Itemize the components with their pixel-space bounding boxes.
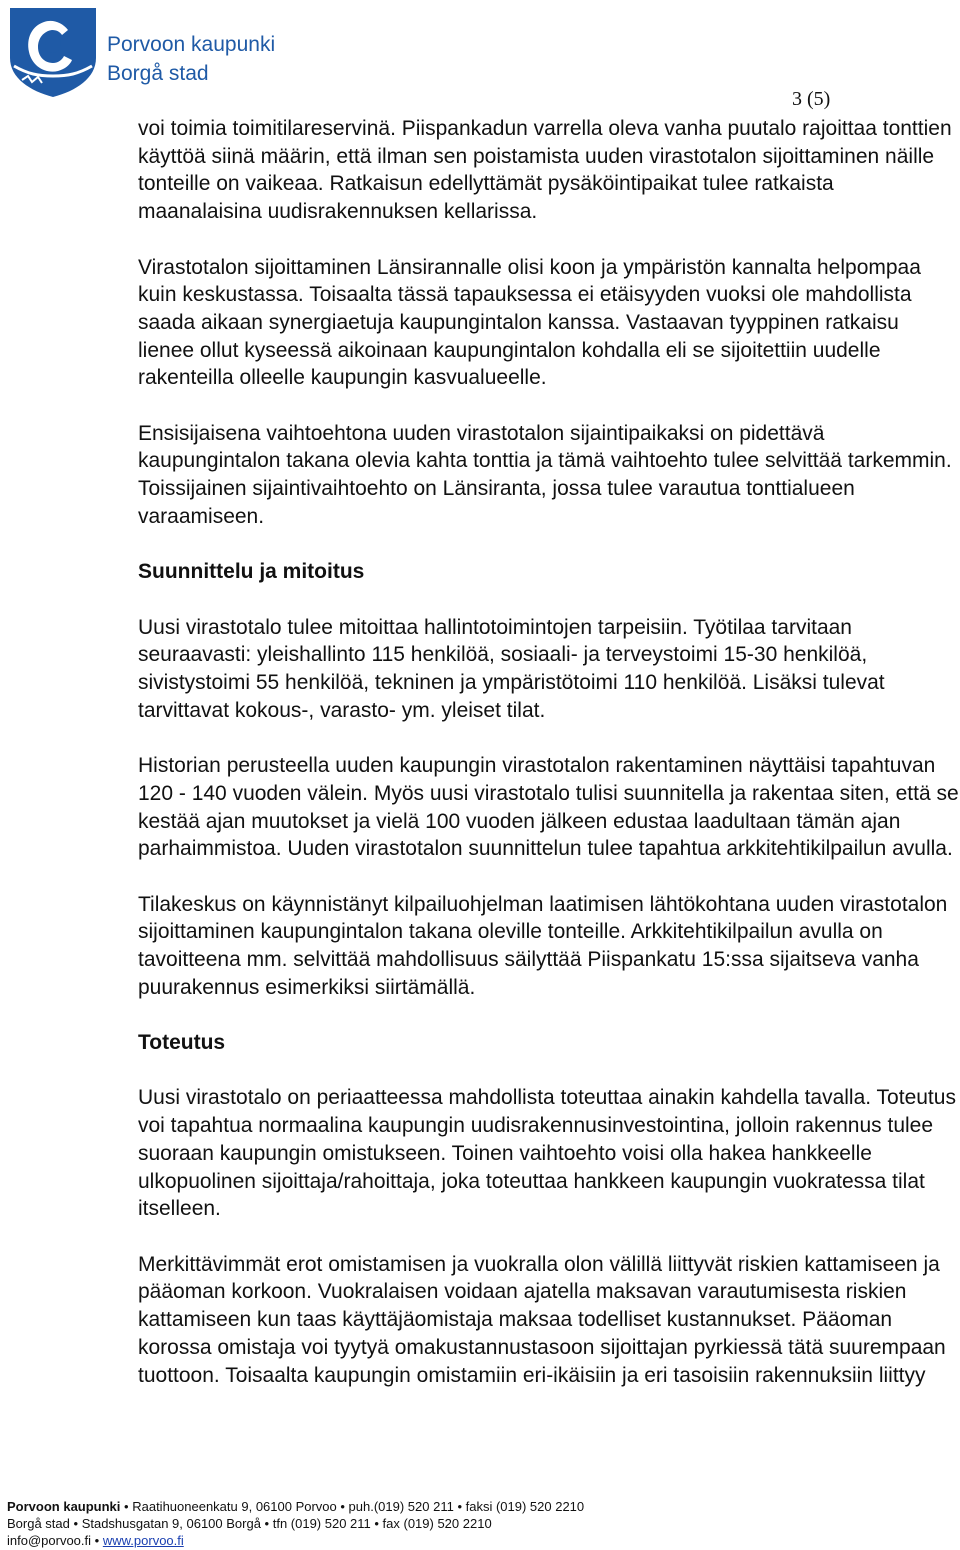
footer-email: info@porvoo.fi [7, 1533, 92, 1548]
website-link[interactable]: www.porvoo.fi [102, 1533, 184, 1548]
paragraph: Ensisijaisena vaihtoehtona uuden virastotalon sijaintipaikaksi on pidettävä kaupungintalon takana olevia kahta tonttia ja tämä vaihtoehto tulee selvittää tarkemmin. Toissijainen sijaintivaihtoehto on Länsiranta, jossa tulee varautua tonttialueen varaamiseen. [138, 421, 952, 528]
footer-line-swedish [7, 1515, 584, 1532]
paragraph: Uusi virastotalo tulee mitoittaa hallintotoimintojen tarpeisiin. Työtilaa tarvitaan seuraavasti: yleishallinto 115 henkilöä, sosiaali- ja terveystoimi 15-30 henkilöä, sivistystoimi 55 henkilöä, tekninen ja ympäristötoimi 110 henkilöä. Lisäksi tulevat tarvittavat kokous-, varasto- ym. yleiset tilat. [138, 615, 885, 722]
footer-org-swedish: Borgå stad [7, 1516, 70, 1531]
paragraph: Tilakeskus on käynnistänyt kilpailuohjelman laatimisen lähtökohtana uuden virastotalon sijoittaminen kaupungintalon takana oleville tonteille. Arkkitehtikilpailun avulla on tavoitteena mm. selvittää mahdollisuus säilyttää Piispankatu 15:ssa sijaitseva vanha puurakennus esimerkiksi siirtämällä. [138, 892, 948, 999]
footer-separator: • [94, 1533, 100, 1548]
footer-details-finnish: Raatihuoneenkatu 9, 06100 Porvoo • puh.(019) 520 211 • faksi (019) 520 2210 [132, 1499, 585, 1514]
paragraph: Merkittävimmät erot omistamisen ja vuokralla olon välillä liittyvät riskien kattamiseen ja pääoman korkoon. Vuokralaisen voidaan ajatella maksavan varautumisesta riskien kattamiseen kun taas käyttäjäomistaja maksaa todelliset kustannukset. Pääoman korossa omistaja voi tyytyä omakustannustasoon sijoittajan pyrkiessä tätä suurempaan tuottoon. Toisaalta kaupungin omistamiin eri-ikäisiin ja eri tasoisiin rakennuksiin liittyy [138, 1252, 946, 1387]
footer-line-contact [7, 1532, 584, 1549]
footer-separator: • [73, 1516, 79, 1531]
page-footer [7, 1498, 584, 1549]
section-heading: Toteutus [138, 1031, 226, 1055]
footer-line-finnish [7, 1498, 584, 1515]
paragraph: Historian perusteella uuden kaupungin virastotalon rakentaminen näyttäisi tapahtuvan 120 - 140 vuoden välein. Myös uusi virastotalo tulisi suunnitella ja rakentaa siten, että se kestää ajan muutokset ja vielä 100 vuoden jälkeen edustaa laadultaan tämän ajan parhaimmistoa. Uuden virastotalon suunnittelun tulee tapahtua arkkitehtikilpailun avulla. [138, 754, 959, 861]
porvoo-coat-of-arms-icon [8, 6, 98, 98]
footer-separator: • [124, 1499, 129, 1514]
org-name-finnish: Porvoon kaupunki [107, 33, 276, 56]
page-number: 3 (5) [792, 88, 831, 110]
paragraph: Uusi virastotalo on periaatteessa mahdollista toteuttaa ainakin kahdella tavalla. Toteutus voi tapahtua normaalina kaupungin uudisrakennusinvestointina, jolloin rakennus tulee suoraan kaupungin omistukseen. Toinen vaihtoehto voisi olla hakea hankkeelle ulkopuolinen sijoittaja/rahoittaja, joka toteuttaa hankkeen kaupungin vuokratessa tilat itselleen. [138, 1086, 956, 1221]
paragraph: Virastotalon sijoittaminen Länsirannalle olisi koon ja ympäristön kannalta helpompaa kuin keskustassa. Toisaalta tässä tapauksessa ei etäisyyden vuoksi ole mahdollista saada aikaan synergiaetuja kaupungintalon kanssa. Vastaavan tyyppinen ratkaisu lienee ollut kyseessä aikoinaan kaupungintalon kohdalla eli se sijoitettiin uudelle rakenteilla olleelle kaupungin kasvualueelle. [138, 255, 921, 390]
paragraph: voi toimia toimitilareservinä. Piispankadun varrella oleva vanha puutalo rajoittaa tonttien käyttöä siinä määrin, että ilman sen poistamista uuden virastotalon sijoittaminen näille tonteille on vaikeaa. Ratkaisun edellyttämät pysäköintipaikat tulee ratkaista maanalaisina uudisrakennuksen kellarissa. [138, 117, 952, 224]
section-heading: Suunnittelu ja mitoitus [138, 560, 365, 584]
org-name-swedish: Borgå stad [107, 62, 209, 85]
document-body [138, 115, 960, 1389]
organization-name [107, 30, 275, 88]
footer-details-swedish: Stadshusgatan 9, 06100 Borgå • tfn (019) 520 211 • fax (019) 520 2210 [81, 1516, 492, 1531]
footer-org-finnish: Porvoon kaupunki [7, 1499, 121, 1514]
